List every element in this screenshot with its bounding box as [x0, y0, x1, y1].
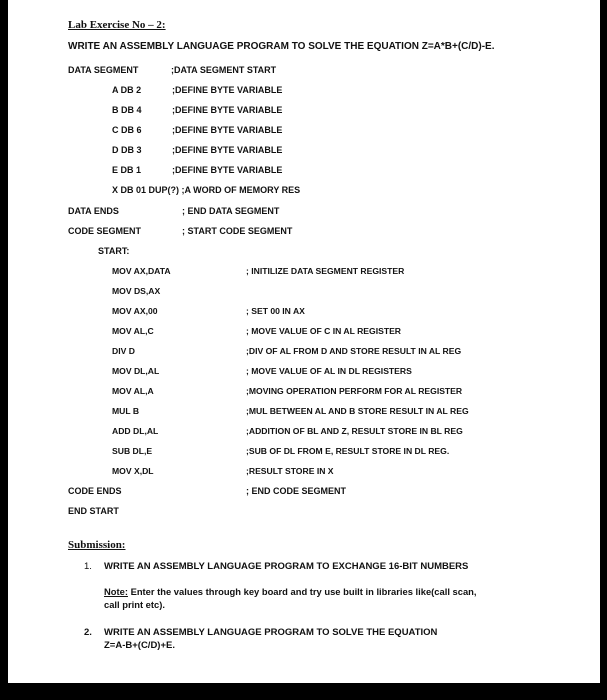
instruction-comment: ;DIV OF AL FROM D AND STORE RESULT IN AL REG: [246, 346, 462, 356]
note-text: Enter the values through key board and try use built in libraries like(call scan,: [127, 586, 477, 597]
lab-title: Lab Exercise No – 2:: [68, 19, 166, 31]
var-line-code: D DB 3: [112, 145, 142, 155]
document-page: [8, 0, 600, 683]
submission-item-number: 1.: [84, 561, 92, 572]
data-ends-comment: ; END DATA SEGMENT: [182, 206, 280, 216]
var-line-code: A DB 2: [112, 85, 142, 95]
instruction-comment: ;RESULT STORE IN X: [246, 466, 334, 476]
var-line-code: B DB 4: [112, 105, 142, 115]
code-segment-comment: ; START CODE SEGMENT: [182, 226, 293, 236]
instruction-comment: ; INITILIZE DATA SEGMENT REGISTER: [246, 266, 405, 276]
instruction-code: MOV AL,C: [112, 326, 154, 336]
instruction-code: MOV DL,AL: [112, 366, 160, 376]
var-line-comment: ;DEFINE BYTE VARIABLE: [172, 85, 283, 95]
instruction-code: MOV AL,A: [112, 386, 154, 396]
instruction-comment: ; MOVE VALUE OF AL IN DL REGISTERS: [246, 366, 412, 376]
question-text: WRITE AN ASSEMBLY LANGUAGE PROGRAM TO SOLVE THE EQUATION Z=A*B+(C/D)-E.: [68, 41, 495, 52]
instruction-code: MOV DS,AX: [112, 286, 161, 296]
note-line-2: call print etc).: [104, 599, 165, 610]
instruction-comment: ;MOVING OPERATION PERFORM FOR AL REGISTER: [246, 386, 463, 396]
var-line-code: C DB 6: [112, 125, 142, 135]
note-line: [104, 586, 477, 597]
instruction-code: ADD DL,AL: [112, 426, 159, 436]
start-label: START:: [98, 246, 130, 256]
var-line-code: E DB 1: [112, 165, 142, 175]
instruction-comment: ;MUL BETWEEN AL AND B STORE RESULT IN AL REG: [246, 406, 469, 416]
var-line-comment: ;DEFINE BYTE VARIABLE: [172, 125, 283, 135]
note-label: Note:: [104, 586, 128, 597]
instruction-code: DIV D: [112, 346, 135, 356]
code-ends-code: CODE ENDS: [68, 486, 122, 496]
code-segment-code: CODE SEGMENT: [68, 226, 142, 236]
end-start-line: END START: [68, 506, 119, 516]
submission-item-text-2: Z=A-B+(C/D)+E.: [104, 640, 175, 651]
instruction-code: MOV AX,DATA: [112, 266, 171, 276]
code-ends-comment: ; END CODE SEGMENT: [246, 486, 347, 496]
submission-item-number: 2.: [84, 627, 92, 638]
data-ends-code: DATA ENDS: [68, 206, 119, 216]
instruction-code: SUB DL,E: [112, 446, 153, 456]
submission-item-text: WRITE AN ASSEMBLY LANGUAGE PROGRAM TO EXCHANGE 16-BIT NUMBERS: [104, 561, 469, 572]
instruction-code: MUL B: [112, 406, 140, 416]
instruction-code: MOV AX,00: [112, 306, 158, 316]
instruction-comment: ;SUB OF DL FROM E, RESULT STORE IN DL REG.: [246, 446, 450, 456]
instruction-comment: ;ADDITION OF BL AND Z, RESULT STORE IN BL REG: [246, 426, 463, 436]
instruction-code: MOV X,DL: [112, 466, 154, 476]
submission-item-text: WRITE AN ASSEMBLY LANGUAGE PROGRAM TO SOLVE THE EQUATION: [104, 627, 438, 638]
var-line-comment: ;DEFINE BYTE VARIABLE: [172, 105, 283, 115]
data-segment-comment: ;DATA SEGMENT START: [171, 65, 277, 75]
data-segment-code: DATA SEGMENT: [68, 65, 139, 75]
instruction-comment: ; MOVE VALUE OF C IN AL REGISTER: [246, 326, 402, 336]
var-line-comment: ;DEFINE BYTE VARIABLE: [172, 145, 283, 155]
x-variable-line: X DB 01 DUP(?) ;A WORD OF MEMORY RES: [112, 185, 301, 195]
instruction-comment: ; SET 00 IN AX: [246, 306, 305, 316]
var-line-comment: ;DEFINE BYTE VARIABLE: [172, 165, 283, 175]
submission-heading: Submission:: [68, 539, 126, 551]
